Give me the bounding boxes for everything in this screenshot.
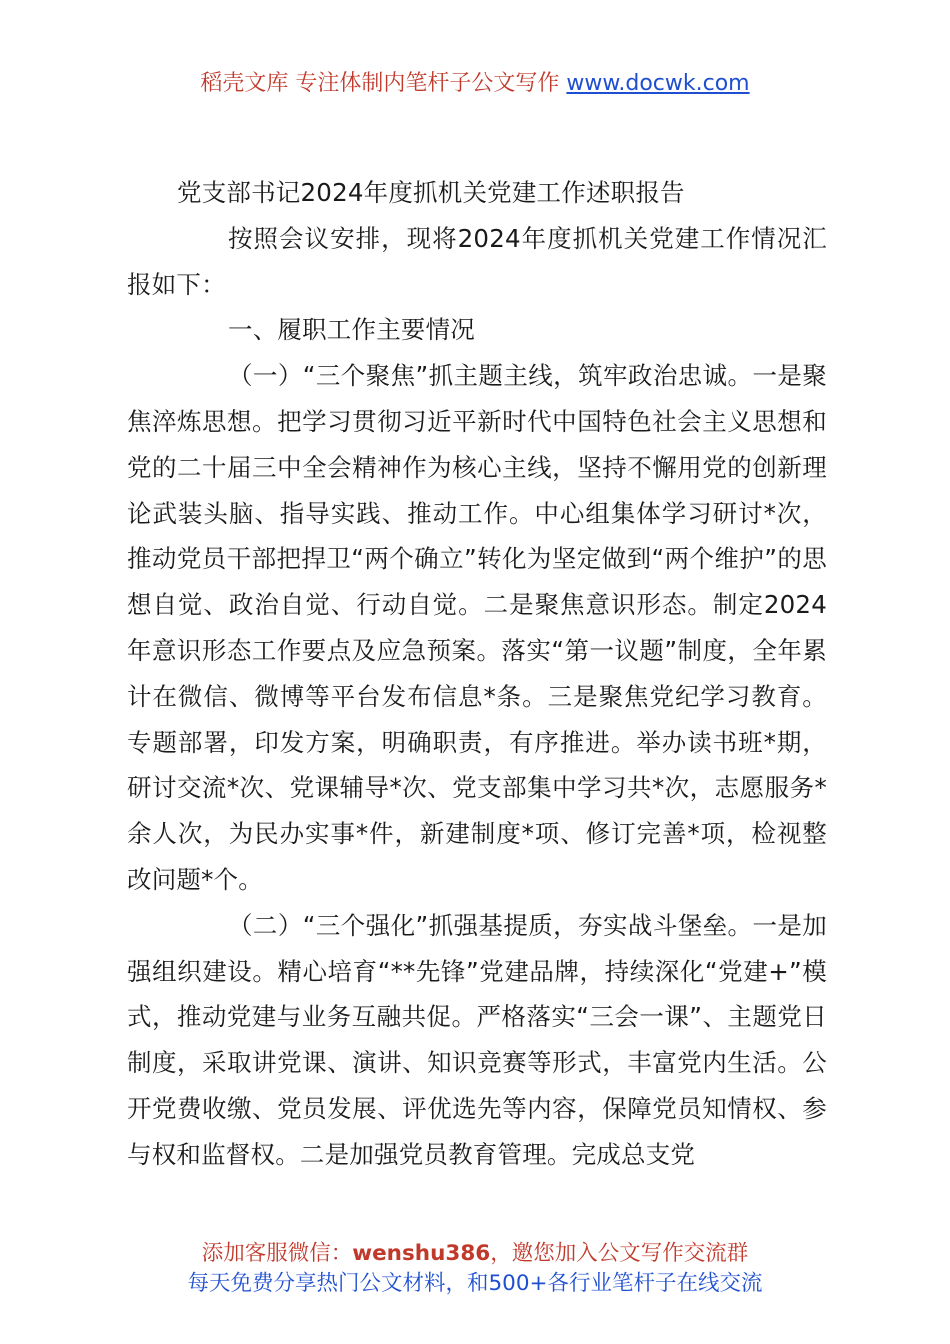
footer-line-1	[0, 1239, 950, 1269]
footer-prefix: 添加客服微信：	[201, 1241, 353, 1266]
brand-text: 稻壳文库 专注体制内笔杆子公文写作	[200, 71, 560, 96]
paragraph-2: （二）“三个强化”抓强基提质，夯实战斗堡垒。一是加强组织建设。精心培育“**先锋”党建品牌，持续深化“党建+”模式，推动党建与业务互融共促。严格落实“三会一课”、主题党日制度，采取讲党课、演讲、知识竞赛等形式，丰富党内生活。公开党费收缴、党员发展、评优选先等内容，保障党员知情权、参与权和监督权。二是加强党员教育管理。完成总支党	[127, 910, 827, 1169]
site-link[interactable]: www.docwk.com	[566, 71, 750, 96]
page-header	[0, 68, 950, 100]
footer-suffix: ，邀您加入公文写作交流群	[490, 1241, 749, 1266]
document-title: 党支部书记2024年度抓机关党建工作述职报告	[177, 178, 685, 207]
footer-line-2: 每天免费分享热门公文材料，和500+各行业笔杆子在线交流	[187, 1271, 763, 1296]
document-body	[127, 170, 827, 1178]
section-heading: 一、履职工作主要情况	[228, 315, 475, 345]
paragraph-1: （一）“三个聚焦”抓主题主线，筑牢政治忠诚。一是聚焦淬炼思想。把学习贯彻习近平新时代中国特色社会主义思想和党的二十届三中全会精神作为核心主线，坚持不懈用党的创新理论武装头脑、指导实践、推动工作。中心组集体学习研讨*次，推动党员干部把捍卫“两个确立”转化为坚定做到“两个维护”的思想自觉、政治自觉、行动自觉。二是聚焦意识形态。制定2024年意识形态工作要点及应急预案。落实“第一议题”制度，全年累计在微信、微博等平台发布信息*条。三是聚焦党纪学习教育。专题部署，印发方案，明确职责，有序推进。举办读书班*期，研讨交流*次、党课辅导*次、党支部集中学习共*次，志愿服务*余人次，为民办实事*件，新建制度*项、修订完善*项，检视整改问题*个。	[127, 361, 827, 894]
intro-paragraph: 按照会议安排，现将2024年度抓机关党建工作情况汇报如下：	[127, 223, 827, 299]
page-footer	[0, 1239, 950, 1299]
wechat-id: wenshu386	[352, 1241, 491, 1266]
